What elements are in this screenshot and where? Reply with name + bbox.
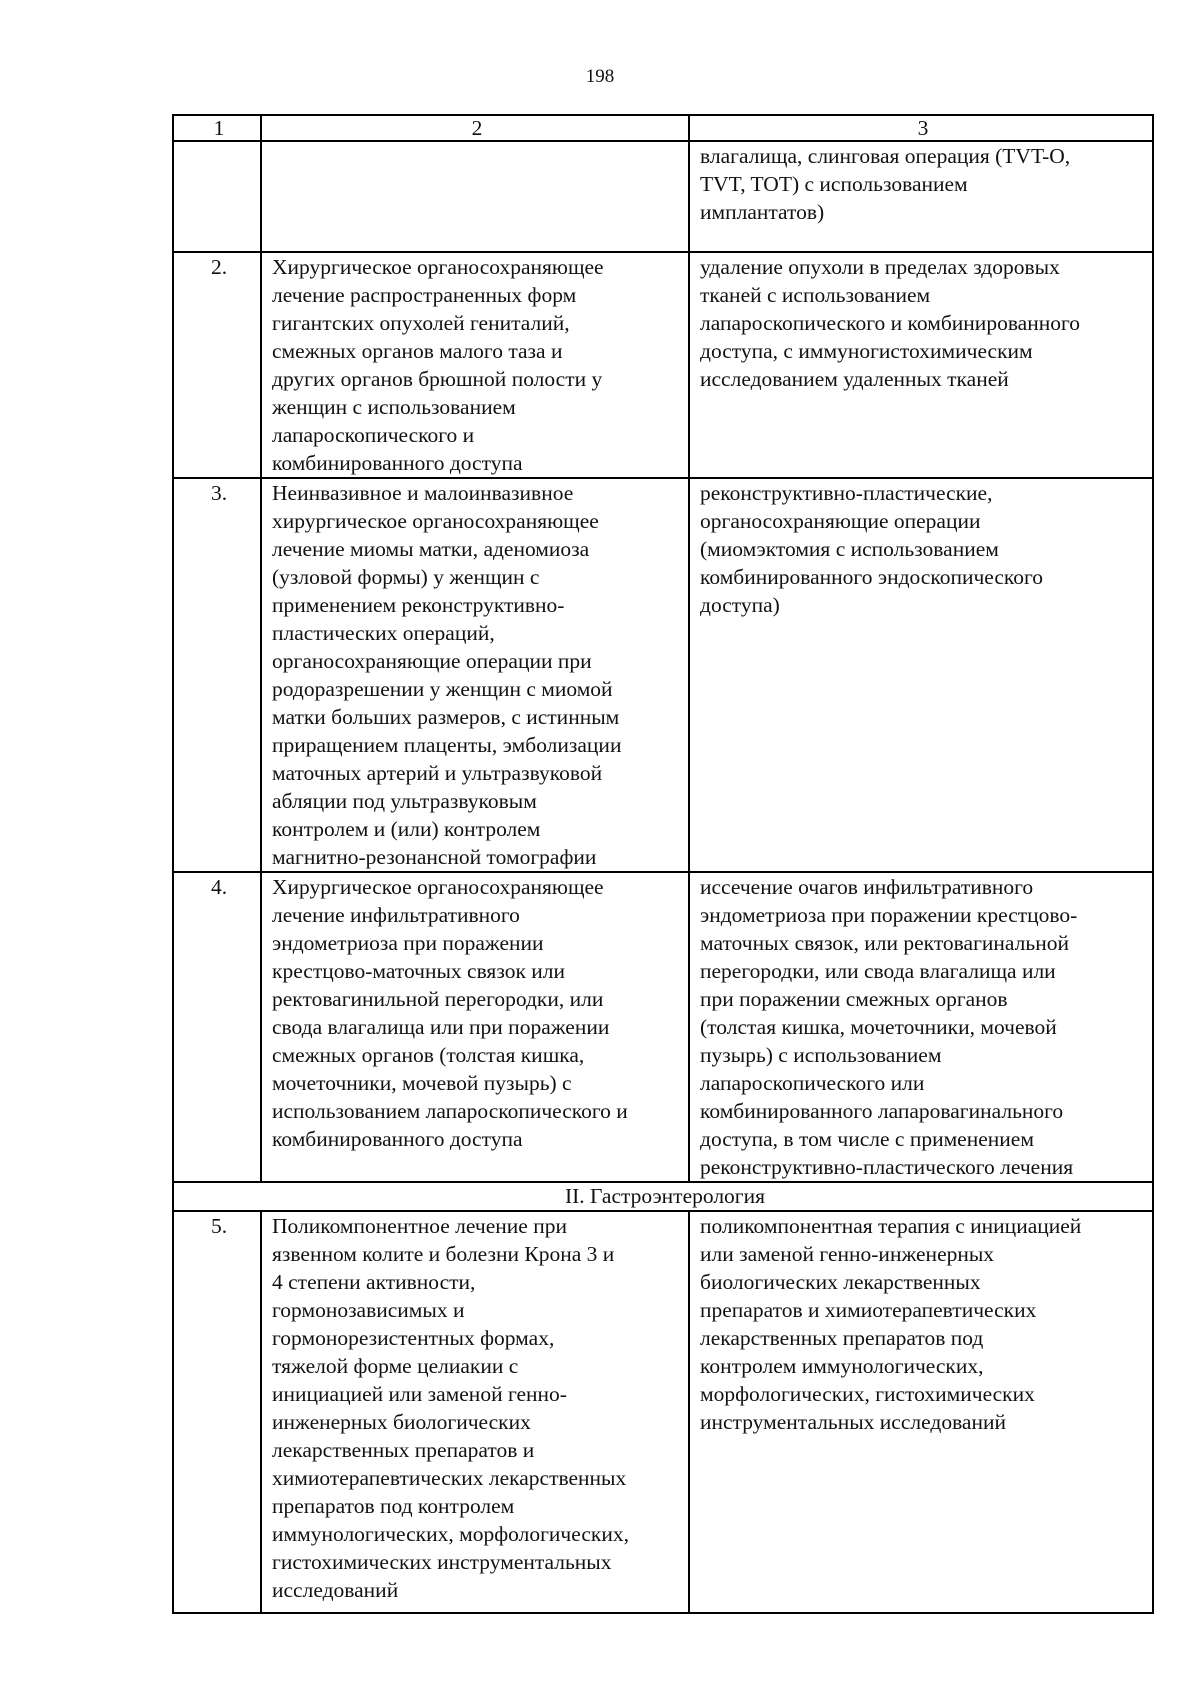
row-number: 2.	[173, 252, 261, 478]
table-row	[173, 478, 1153, 872]
column-header-1: 1	[173, 115, 261, 141]
treatment-method: иссечение очагов инфильтративного эндометриоза при поражении крестцово- маточных связок, или ректовагинальной перегородки, или свода влагалища или при поражении смежных органов (толстая кишка, мочеточники, мочевой пузырь) с использованием лапароскопического или комбинированного лапаровагинального доступа, в том числе с применением реконструктивно-пластического лечения	[689, 872, 1153, 1182]
row-number: 5.	[173, 1211, 261, 1613]
column-header-3: 3	[689, 115, 1153, 141]
table-row-continuation	[173, 141, 1153, 252]
table-row	[173, 252, 1153, 478]
treatment-name	[261, 141, 689, 252]
row-number	[173, 141, 261, 252]
page-number: 198	[585, 66, 615, 87]
treatment-name: Хирургическое органосохраняющее лечение распространенных форм гигантских опухолей гениталий, смежных органов малого таза и других органов брюшной полости у женщин с использованием лапароскопического и комбинированного доступа	[261, 252, 689, 478]
row-number: 4.	[173, 872, 261, 1182]
treatment-method: реконструктивно-пластические, органосохраняющие операции (миомэктомия с использованием комбинированного эндоскопического доступа)	[689, 478, 1153, 872]
treatment-name: Неинвазивное и малоинвазивное хирургическое органосохраняющее лечение миомы матки, аденомиоза (узловой формы) у женщин с применением реконструктивно- пластических операций, органосохраняющие операции при родоразрешении у женщин с миомой матки больших размеров, с истинным приращением плаценты, эмболизации маточных артерий и ультразвуковой абляции под ультразвуковым контролем и (или) контролем магнитно-резонансной томографии	[261, 478, 689, 872]
treatment-method: поликомпонентная терапия с инициацией или заменой генно-инженерных биологических лекарственных препаратов и химиотерапевтических лекарственных препаратов под контролем иммунологических, морфологических, гистохимических инструментальных исследований	[689, 1211, 1153, 1613]
medical-care-table	[172, 114, 1154, 1614]
column-header-2: 2	[261, 115, 689, 141]
table-header-row	[173, 115, 1153, 141]
table-row	[173, 872, 1153, 1182]
treatment-method: влагалища, слинговая операция (TVT-O, TVT, TOT) с использованием имплантатов)	[689, 141, 1153, 252]
section-heading-row	[173, 1182, 1153, 1211]
row-number: 3.	[173, 478, 261, 872]
section-heading: II. Гастроэнтерология	[173, 1182, 1153, 1211]
treatment-method: удаление опухоли в пределах здоровых тканей с использованием лапароскопического и комбинированного доступа, с иммуногистохимическим исследованием удаленных тканей	[689, 252, 1153, 478]
table-row	[173, 1211, 1153, 1613]
treatment-name: Поликомпонентное лечение при язвенном колите и болезни Крона 3 и 4 степени активности, гормонозависимых и гормонорезистентных формах, тяжелой форме целиакии с инициацией или заменой генно- инженерных биологических лекарственных препаратов и химиотерапевтических лекарственных препаратов под контролем иммунологических, морфологических, гистохимических инструментальных исследований	[261, 1211, 689, 1613]
treatment-name: Хирургическое органосохраняющее лечение инфильтративного эндометриоза при поражении крестцово-маточных связок или ректовагинильной перегородки, или свода влагалища или при поражении смежных органов (толстая кишка, мочеточники, мочевой пузырь) с использованием лапароскопического и комбинированного доступа	[261, 872, 689, 1182]
